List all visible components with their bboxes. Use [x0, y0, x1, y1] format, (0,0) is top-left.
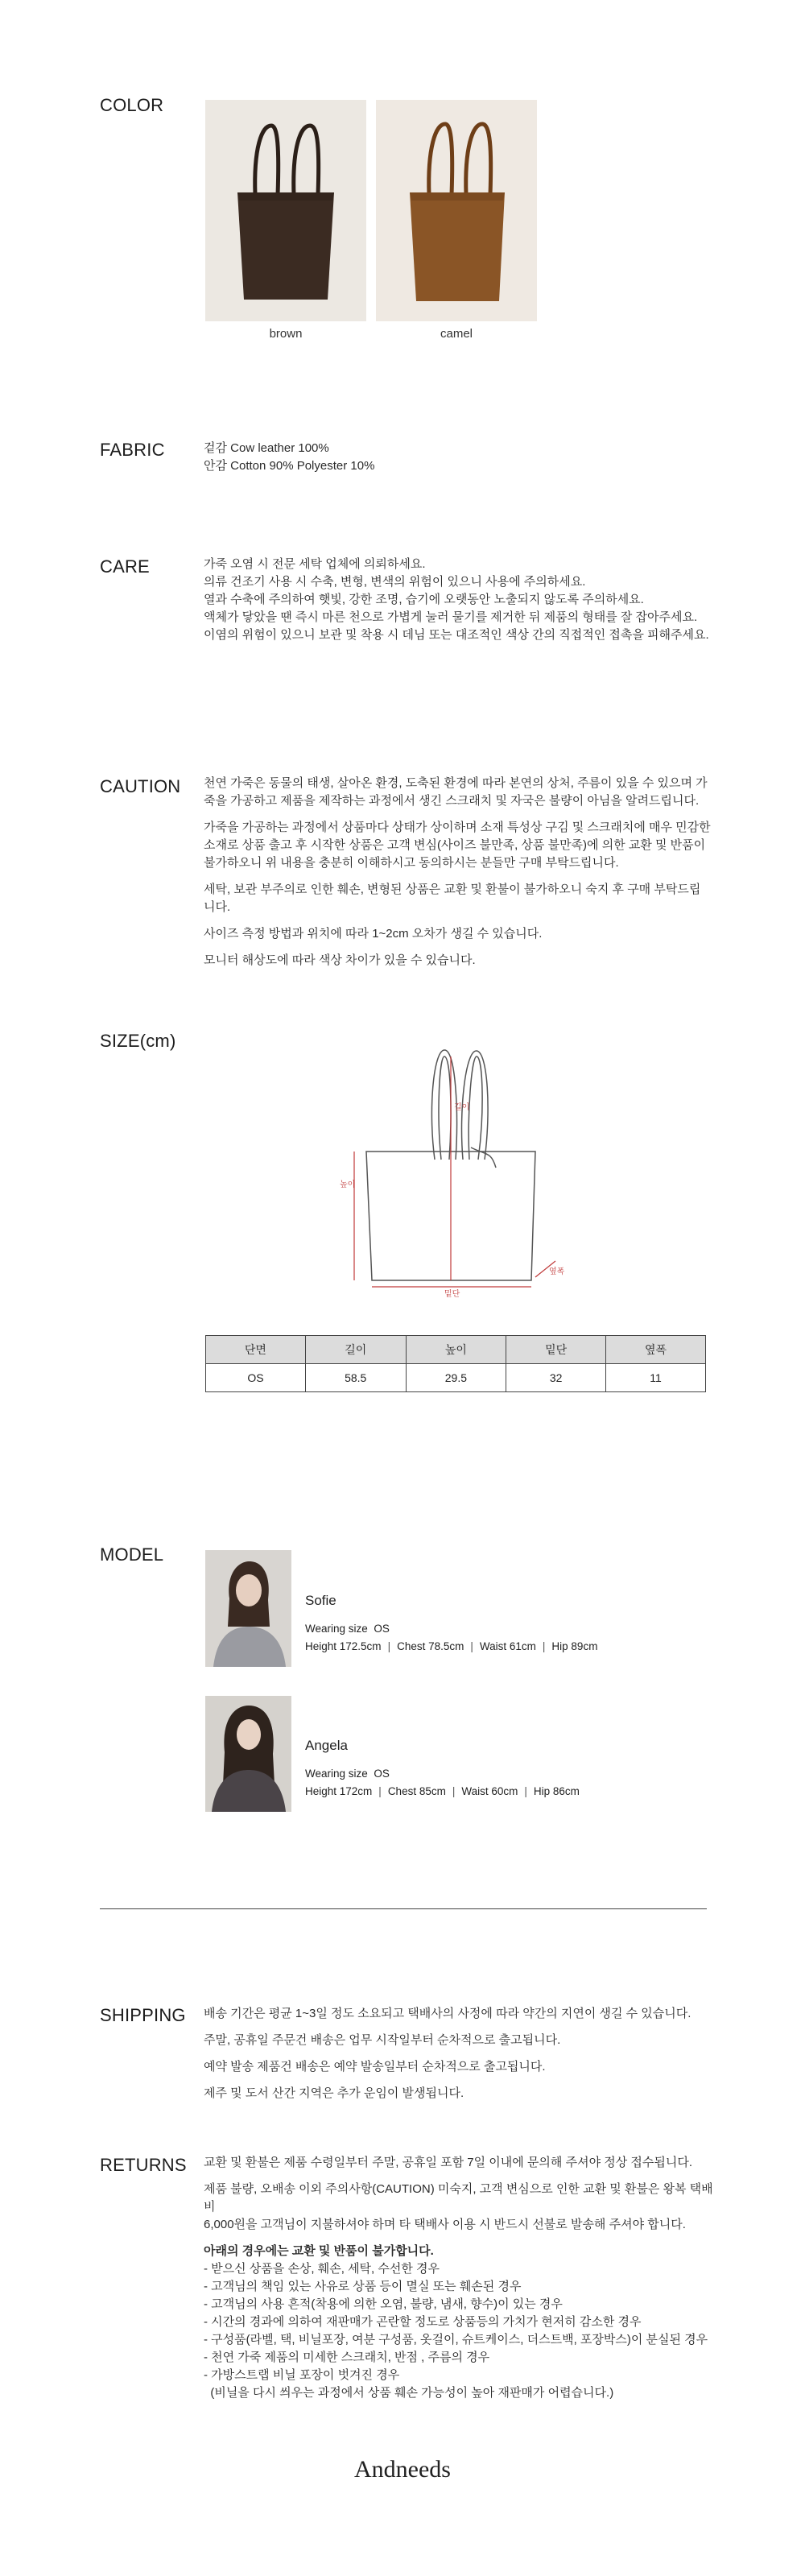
- size-table-header-row: [206, 1336, 706, 1364]
- caution-line: 불가하오니 위 내용을 충분히 이해하시고 동의하시는 분들만 구매 부탁드립니다.: [204, 856, 619, 870]
- caution-line: 사이즈 측정 방법과 위치에 따라 1~2cm 오차가 생길 수 있습니다.: [204, 927, 543, 941]
- size-header-bottom: 밑단: [506, 1336, 606, 1364]
- wearing-size-label: Wearing size: [305, 1768, 368, 1780]
- wearing-size-line: [305, 1765, 580, 1783]
- model-name-angela: Angela: [305, 1738, 348, 1753]
- model-photo-angela: [205, 1696, 291, 1812]
- caution-line: 소재로 상품 출고 후 시작한 상품은 고객 변심(사이즈 불만족, 상품 불만족)에 의한 교환 및 반품이: [204, 838, 706, 852]
- caution-text: [204, 775, 711, 978]
- fabric-line: 안감 Cotton 90% Polyester 10%: [204, 459, 375, 473]
- wearing-size-label: Wearing size: [305, 1623, 368, 1635]
- caution-line: 세탁, 보관 부주의로 인한 훼손, 변형된 상품은 교환 및 환불이 불가하오니 숙지 후 구매 부탁드립니다.: [204, 883, 701, 914]
- brand-logo: Andneeds: [354, 2456, 451, 2483]
- size-header-height: 높이: [406, 1336, 506, 1364]
- size-header-side: 옆폭: [606, 1336, 706, 1364]
- color-label-camel: camel: [440, 327, 473, 341]
- care-line: 이염의 위험이 있으니 보관 및 착용 시 데님 또는 대조적인 색상 간의 직접적인 접촉을 피해주세요.: [204, 628, 709, 642]
- returns-line: 6,000원을 고객님이 지불하셔야 하며 타 택배사 이용 시 반드시 선불로 발송해 주셔야 합니다.: [204, 2218, 686, 2231]
- caution-line: 가죽을 가공하는 과정에서 상품마다 상태가 상이하며 소재 특성상 구김 및 스크래치에 매우 민감한: [204, 821, 711, 834]
- fabric-title: FABRIC: [100, 440, 165, 460]
- list-item: - 받으신 상품을 손상, 훼손, 세탁, 수선한 경우: [204, 2262, 440, 2276]
- list-item: - 구성품(라벨, 택, 비닐포장, 여분 구성품, 옷걸이, 슈트케이스, 더스트백, 포장박스)이 분실된 경우: [204, 2333, 708, 2347]
- wearing-size-value: OS: [374, 1768, 390, 1780]
- size-title: SIZE(cm): [100, 1031, 176, 1051]
- camel-tote-icon: [376, 100, 537, 321]
- caution-paragraph: [204, 775, 711, 810]
- size-label-height: 높이: [340, 1180, 356, 1189]
- color-label-brown: brown: [269, 327, 303, 341]
- list-item: - 고객님의 책임 있는 사유로 상품 등이 멸실 또는 훼손된 경우: [204, 2280, 522, 2293]
- caution-paragraph: [204, 819, 711, 872]
- model-photo-sofie: [205, 1550, 291, 1667]
- returns-title: RETURNS: [100, 2155, 187, 2175]
- returns-paragraph: [204, 2181, 719, 2234]
- caution-title: CAUTION: [100, 776, 181, 796]
- size-header-length: 길이: [305, 1336, 406, 1364]
- model-hip: Hip 86cm: [533, 1785, 580, 1797]
- size-cell: 58.5: [305, 1364, 406, 1392]
- shipping-line: 배송 기간은 평균 1~3일 정도 소요되고 택배사의 사정에 따라 약간의 지연이 생길 수 있습니다.: [204, 2007, 691, 2020]
- brown-bag-photo: [205, 100, 366, 321]
- fabric-line: 겉감 Cow leather 100%: [204, 441, 329, 455]
- model-waist: Waist 61cm: [479, 1640, 536, 1652]
- measurements-line: Height 172cm | Chest 85cm | Waist 60cm | Hip 86cm: [305, 1785, 580, 1797]
- shipping-text: [204, 2005, 691, 2111]
- model-hip: Hip 89cm: [551, 1640, 598, 1652]
- size-table: [205, 1335, 706, 1392]
- returns-line: 교환 및 환불은 제품 수령일부터 주말, 공휴일 포함 7일 이내에 문의해 주셔야 정상 접수됩니다.: [204, 2156, 692, 2169]
- table-row: [206, 1364, 706, 1392]
- returns-line: 제품 불량, 오배송 이외 주의사항(CAUTION) 미숙지, 고객 변심으로 인한 교환 및 환불은 왕복 택배비: [204, 2182, 713, 2214]
- returns-paragraph: [204, 2154, 719, 2172]
- care-line: 열과 수축에 주의하여 햇빛, 강한 조명, 습기에 오랫동안 노출되지 않도록 주의하세요.: [204, 593, 644, 606]
- care-line: 액체가 닿았을 땐 즉시 마른 천으로 가볍게 눌러 물기를 제거한 뒤 제품의 형태를 잘 잡아주세요.: [204, 610, 698, 624]
- model-name-sofie: Sofie: [305, 1593, 336, 1608]
- fabric-text: [204, 440, 374, 475]
- returns-list-title: 아래의 경우에는 교환 및 반품이 불가합니다.: [204, 2244, 434, 2258]
- model-chest: Chest 78.5cm: [397, 1640, 464, 1652]
- caution-line: 죽을 가공하고 제품을 제작하는 과정에서 생긴 스크래치 및 자국은 불량이 아님을 알려드립니다.: [204, 794, 700, 808]
- shipping-title: SHIPPING: [100, 2005, 186, 2025]
- care-text: [204, 556, 709, 644]
- shipping-line: 주말, 공휴일 주문건 배송은 업무 시작일부터 순차적으로 출고됩니다.: [204, 2033, 561, 2047]
- care-line: 의류 건조기 사용 시 수축, 변형, 변색의 위험이 있으니 사용에 주의하세요.: [204, 575, 586, 589]
- list-item: - 가방스트랩 비닐 포장이 벗겨진 경우: [204, 2368, 400, 2382]
- size-cell: OS: [206, 1364, 306, 1392]
- caution-paragraph: [204, 952, 711, 970]
- size-cell: 11: [606, 1364, 706, 1392]
- size-cell: 29.5: [406, 1364, 506, 1392]
- caution-line: 모니터 해상도에 따라 색상 차이가 있을 수 있습니다.: [204, 953, 476, 967]
- model-height: Height 172.5cm: [305, 1640, 382, 1652]
- list-item: - 고객님의 사용 흔적(착용에 의한 오염, 불량, 냄새, 향수)이 있는 경우: [204, 2297, 563, 2311]
- model-stats-sofie: [305, 1620, 597, 1656]
- model-portrait-icon: [205, 1550, 291, 1667]
- measurements-line: Height 172.5cm | Chest 78.5cm | Waist 61cm | Hip 89cm: [305, 1640, 598, 1652]
- model-height: Height 172cm: [305, 1785, 373, 1797]
- size-diagram: [338, 1039, 580, 1305]
- model-portrait-icon: [205, 1696, 291, 1812]
- camel-bag-photo: [376, 100, 537, 321]
- caution-paragraph: [204, 925, 711, 943]
- model-waist: Waist 60cm: [461, 1785, 518, 1797]
- list-item: (비닐을 다시 씌우는 과정에서 상품 훼손 가능성이 높아 재판매가 어렵습니다.): [204, 2386, 614, 2400]
- caution-paragraph: [204, 881, 711, 916]
- wearing-size-value: OS: [374, 1623, 390, 1635]
- size-label-bottom: 밑단: [444, 1290, 460, 1299]
- shipping-line: 제주 및 도서 산간 지역은 추가 운임이 발생됩니다.: [204, 2086, 464, 2100]
- brown-tote-icon: [205, 100, 366, 321]
- model-title: MODEL: [100, 1544, 164, 1565]
- shipping-line: 예약 발송 제품건 배송은 예약 발송일부터 순차적으로 출고됩니다.: [204, 2060, 546, 2074]
- color-title: COLOR: [100, 95, 164, 115]
- model-chest: Chest 85cm: [387, 1785, 446, 1797]
- returns-text: [204, 2154, 719, 2402]
- model-stats-angela: [305, 1765, 580, 1801]
- wearing-size-line: [305, 1620, 597, 1638]
- care-line: 가죽 오염 시 전문 세탁 업체에 의뢰하세요.: [204, 557, 426, 571]
- list-item: - 시간의 경과에 의하여 재판매가 곤란할 정도로 상품등의 가치가 현저히 감소한 경우: [204, 2315, 642, 2329]
- size-label-length: 길이: [454, 1103, 470, 1112]
- size-cell: 32: [506, 1364, 606, 1392]
- list-item: - 천연 가죽 제품의 미세한 스크래치, 반점 , 주름의 경우: [204, 2351, 490, 2364]
- divider: [100, 1908, 707, 1909]
- care-title: CARE: [100, 556, 150, 577]
- size-header-section: 단면: [206, 1336, 306, 1364]
- caution-line: 천연 가죽은 동물의 태생, 살아온 환경, 도축된 환경에 따라 본연의 상처, 주름이 있을 수 있으며 가: [204, 776, 708, 790]
- size-label-side: 옆폭: [549, 1267, 565, 1276]
